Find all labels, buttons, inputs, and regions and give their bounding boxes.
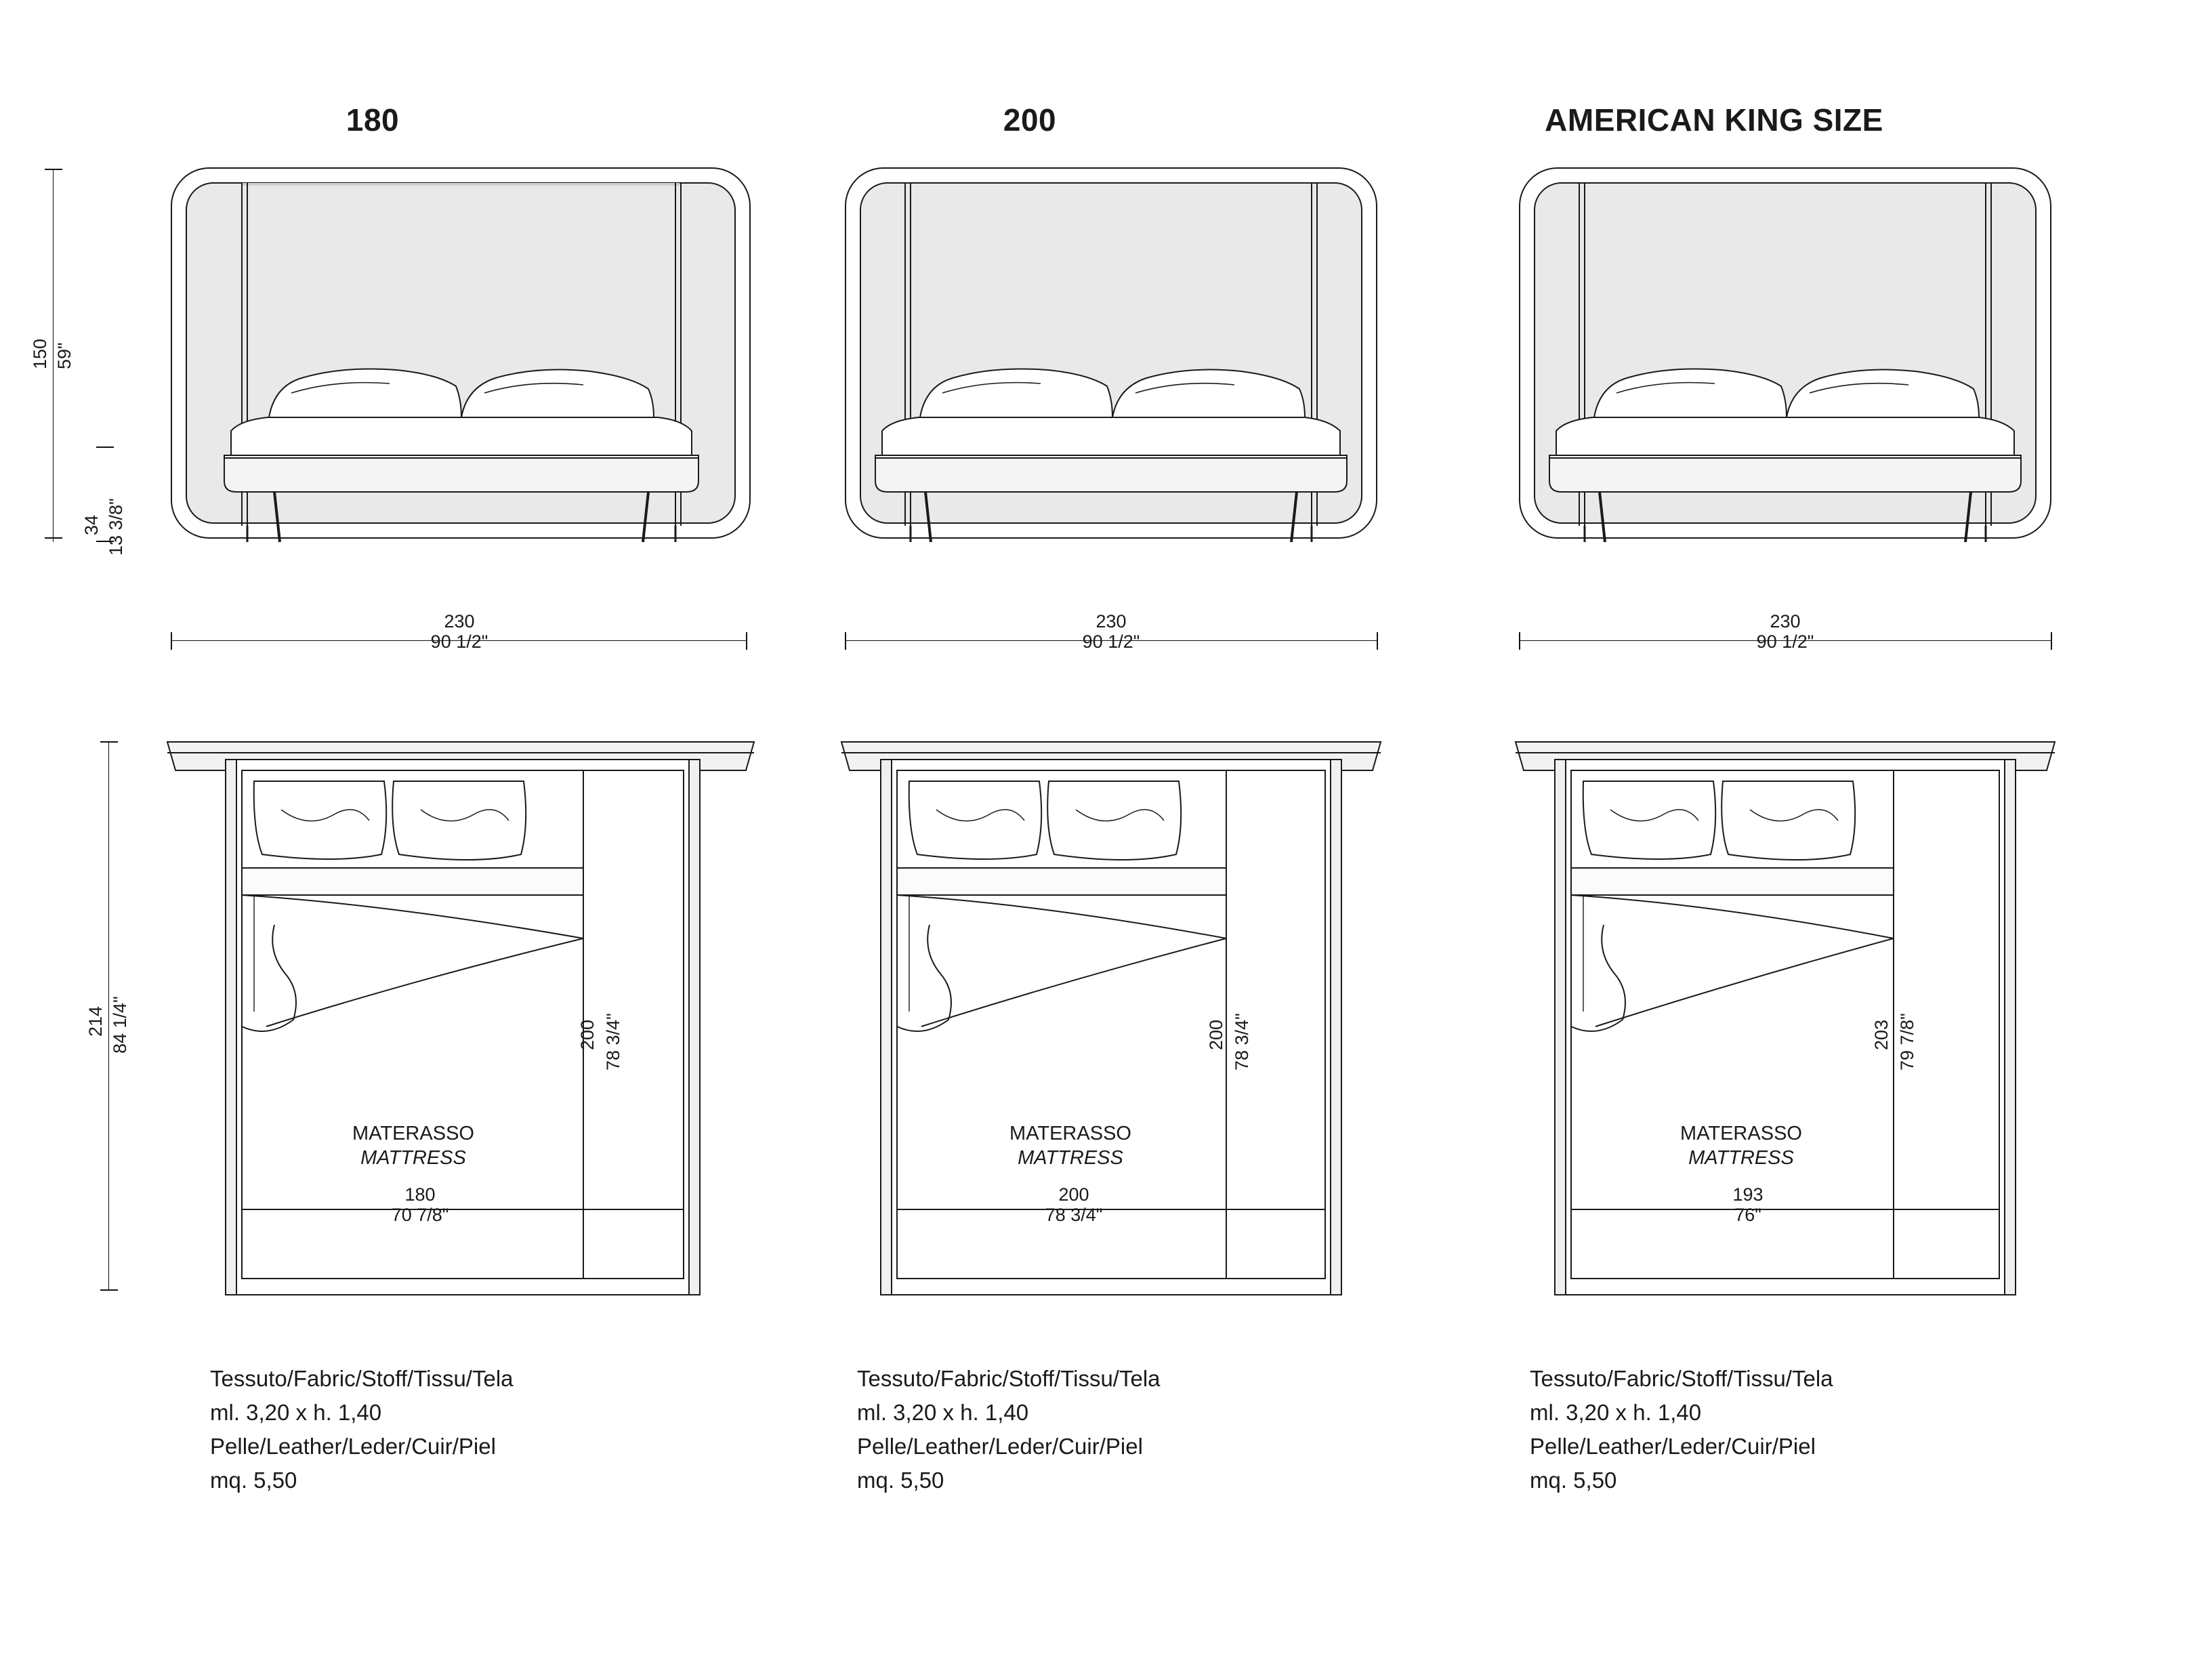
column-title-180: 180 [346, 102, 400, 138]
front-width-tick-left-king [1519, 632, 1520, 650]
mattress-depth-in-180: 78 3/4" [603, 1013, 623, 1071]
top-depth-mm: 214 [85, 1005, 106, 1037]
front-width-tick-left-200 [845, 632, 846, 650]
mattress-label-king: MATERASSO MATTRESS [1680, 1123, 1802, 1169]
seat-height-dimension-line [53, 447, 54, 542]
top-depth-dimension-line [108, 742, 109, 1291]
mattress-depth-mm-180: 200 [577, 1019, 598, 1050]
material-notes-180: Tessuto/Fabric/Stoff/Tissu/Tela ml. 3,20 x h. 1,40 Pelle/Leather/Leder/Cuir/Piel mq. 5,50 [210, 1366, 514, 1493]
front-width-dim-200: 230 90 1/2" [1082, 611, 1140, 652]
mattress-depth-in-200: 78 3/4" [1232, 1013, 1252, 1071]
mattress-width-dim-180: 180 70 7/8" [391, 1184, 449, 1226]
mattress-depth-in-king: 79 7/8" [1897, 1013, 1917, 1071]
seat-height-mm: 34 [81, 514, 102, 535]
front-view-180 [166, 163, 755, 549]
front-width-tick-right-180 [746, 632, 747, 650]
front-width-tick-right-200 [1377, 632, 1378, 650]
top-depth-tick-top [100, 741, 118, 743]
front-height-tick-top [45, 169, 62, 170]
seat-height-in: 13 3/8" [106, 498, 126, 556]
column-title-200: 200 [1003, 102, 1057, 138]
front-width-dim-king: 230 90 1/2" [1756, 611, 1814, 652]
column-title-king: AMERICAN KING SIZE [1545, 102, 1883, 138]
top-depth-in: 84 1/4" [110, 996, 130, 1054]
mattress-width-dim-200: 200 78 3/4" [1045, 1184, 1103, 1226]
top-depth-tick-bottom [100, 1289, 118, 1291]
seat-height-tick-top [96, 447, 114, 448]
mattress-depth-mm-king: 203 [1871, 1019, 1892, 1050]
mattress-depth-mm-200: 200 [1206, 1019, 1226, 1050]
front-view-king [1514, 163, 2056, 549]
material-notes-king: Tessuto/Fabric/Stoff/Tissu/Tela ml. 3,20 x h. 1,40 Pelle/Leather/Leder/Cuir/Piel mq. 5,50 [1530, 1366, 1833, 1493]
mattress-label-180: MATERASSO MATTRESS [352, 1123, 474, 1169]
front-height-mm: 150 [30, 338, 50, 369]
front-view-200 [840, 163, 1382, 549]
front-width-tick-left-180 [171, 632, 172, 650]
front-height-in: 59" [54, 342, 75, 369]
mattress-label-200: MATERASSO MATTRESS [1009, 1123, 1131, 1169]
front-width-dim-180: 230 90 1/2" [430, 611, 488, 652]
front-width-tick-right-king [2051, 632, 2052, 650]
front-height-tick-bottom [45, 537, 62, 539]
mattress-width-dim-king: 193 76" [1732, 1184, 1764, 1226]
material-notes-200: Tessuto/Fabric/Stoff/Tissu/Tela ml. 3,20 x h. 1,40 Pelle/Leather/Leder/Cuir/Piel mq. 5,50 [857, 1366, 1161, 1493]
